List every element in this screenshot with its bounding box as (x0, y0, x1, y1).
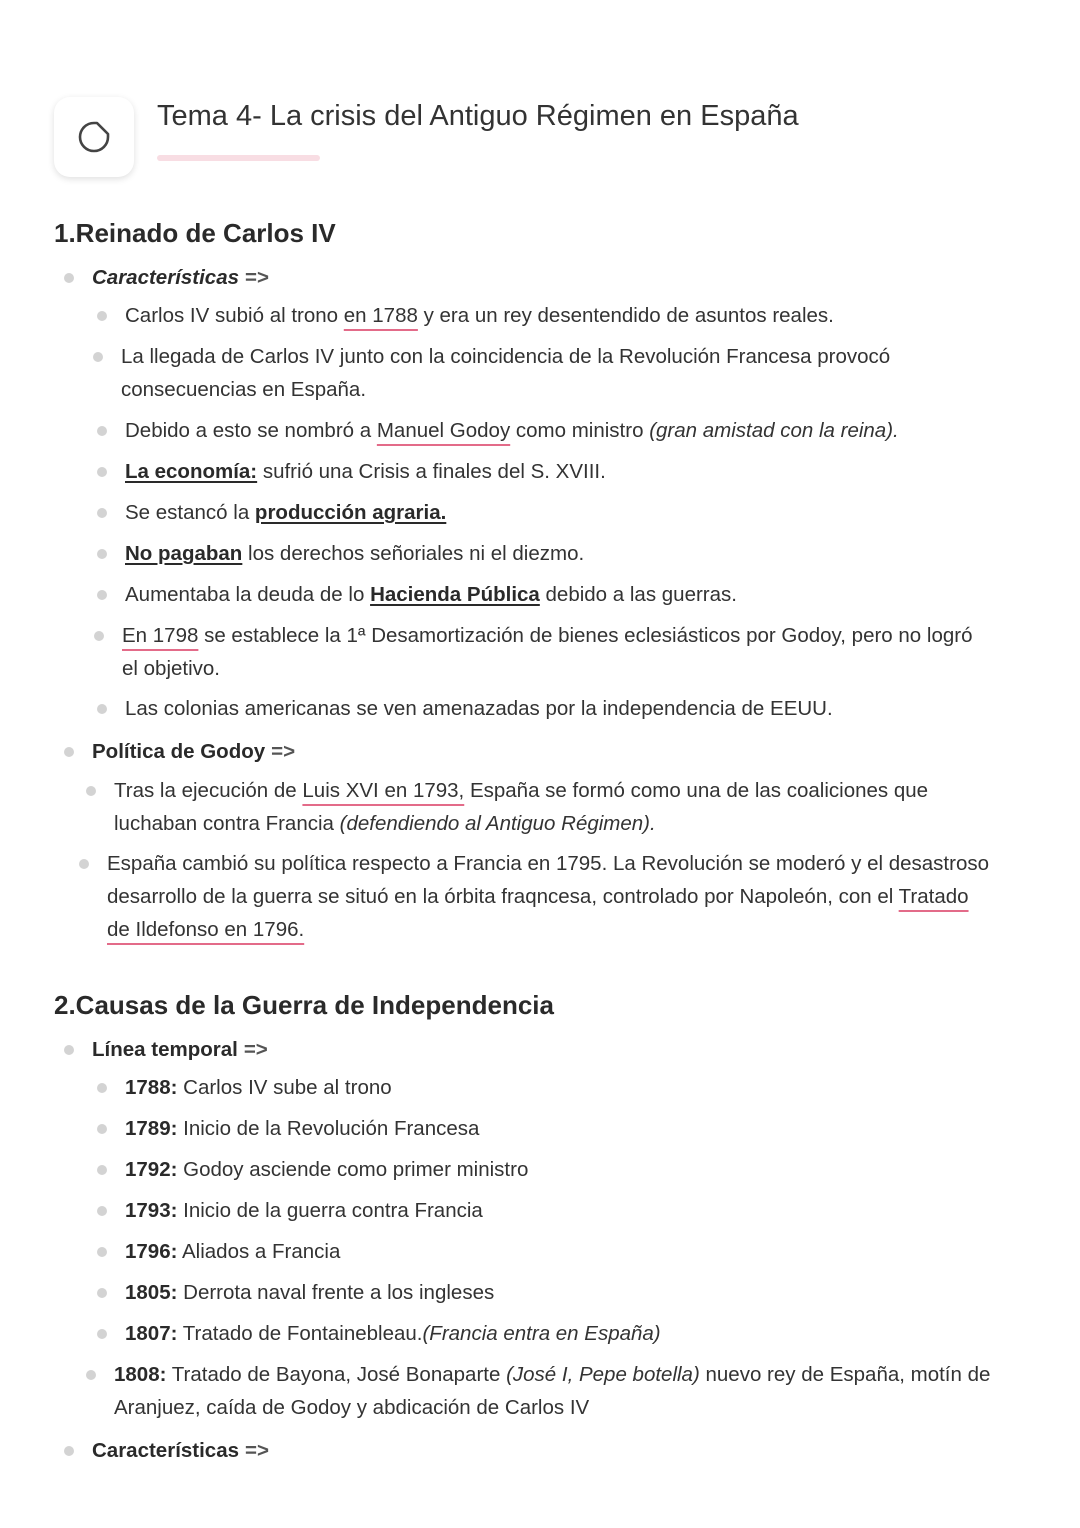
list-item: Aumentaba la deuda de lo Hacienda Pública debido a las guerras. (125, 583, 737, 606)
arrow: => (243, 1038, 268, 1061)
list-item-continuation: luchaban contra Francia (defendiendo al Antiguo Régimen). (114, 812, 656, 835)
bullet (97, 1247, 107, 1257)
list-item: No pagaban los derechos señoriales ni el diezmo. (125, 542, 585, 565)
timeline-item: 1796: Aliados a Francia (125, 1240, 341, 1263)
list-item: La llegada de Carlos IV junto con la coincidencia de la Revolución Francesa provocó (121, 345, 891, 368)
list-item: La economía: sufrió una Crisis a finales del S. XVIII. (125, 460, 606, 483)
bullet (97, 1206, 107, 1216)
list-item: Carlos IV subió al trono en 1788 y era un rey desentendido de asuntos reales. (125, 304, 834, 327)
label-politica: Política de Godoy (92, 740, 266, 763)
list-item-continuation: consecuencias en España. (121, 378, 367, 401)
list-item-caracteristicas (92, 261, 269, 294)
bullet (86, 1370, 96, 1380)
arrow: => (245, 1439, 269, 1462)
bullet (64, 1045, 74, 1055)
label-linea-temporal: Línea temporal (92, 1038, 238, 1061)
list-item-continuation: el objetivo. (122, 657, 221, 680)
timeline-item: 1789: Inicio de la Revolución Francesa (125, 1117, 480, 1140)
list-item-caracteristicas-2 (92, 1434, 269, 1467)
bullet (93, 352, 103, 362)
list-item-politica (92, 735, 295, 768)
bullet (97, 1124, 107, 1134)
label-caracteristicas: Características (92, 1439, 240, 1462)
bullet (79, 859, 89, 869)
bullet (94, 631, 104, 641)
section-heading-causas: 2.Causas de la Guerra de Independencia (54, 990, 554, 1020)
bullet (97, 311, 107, 321)
bullet (97, 704, 107, 714)
list-item: España cambió su política respecto a Francia en 1795. La Revolución se moderó y el desastroso (107, 852, 990, 875)
list-item-linea-temporal (92, 1033, 268, 1066)
bullet (64, 1446, 74, 1456)
bullet (97, 1165, 107, 1175)
timeline-item: 1808: Tratado de Bayona, José Bonaparte (José I, Pepe botella) nuevo rey de España, motín de (114, 1363, 991, 1386)
bullet (97, 549, 107, 559)
bullet (64, 273, 74, 283)
bullet (64, 747, 74, 757)
timeline-item: 1807: Tratado de Fontainebleau.(Francia entra en España) (125, 1322, 661, 1345)
label-caracteristicas: Características (92, 266, 240, 289)
list-item: En 1798 se establece la 1ª Desamortización de bienes eclesiásticos por Godoy, pero no logró (122, 624, 973, 647)
timeline-item: 1805: Derrota naval frente a los ingleses (125, 1281, 495, 1304)
bullet (97, 426, 107, 436)
list-item: Las colonias americanas se ven amenazadas por la independencia de EEUU. (125, 697, 833, 720)
title-underline (157, 155, 320, 161)
timeline-item: 1792: Godoy asciende como primer ministro (125, 1158, 529, 1181)
page-title: Tema 4- La crisis del Antiguo Régimen en España (157, 100, 799, 132)
bullet (86, 786, 96, 796)
timeline-item: 1788: Carlos IV sube al trono (125, 1076, 392, 1099)
arrow: => (245, 266, 269, 289)
page-icon[interactable] (54, 97, 134, 177)
list-item-continuation: desarrollo de la guerra se situó en la órbita fraqncesa, controlado por Napoleón, con el Tratado (107, 885, 969, 908)
bullet (97, 590, 107, 600)
arrow: => (271, 740, 296, 763)
bullet (97, 1083, 107, 1093)
list-item: Tras la ejecución de Luis XVI en 1793, España se formó como una de las coaliciones que (114, 779, 929, 802)
list-item-continuation: de Ildefonso en 1796. (107, 918, 305, 941)
list-item: Se estancó la producción agraria. (125, 501, 447, 524)
bullet (97, 508, 107, 518)
timeline-item: 1793: Inicio de la guerra contra Francia (125, 1199, 483, 1222)
bullet (97, 1329, 107, 1339)
note-page-icon (77, 120, 111, 154)
list-item: Debido a esto se nombró a Manuel Godoy como ministro (gran amistad con la reina). (125, 419, 899, 442)
timeline-item-continuation: Aranjuez, caída de Godoy y abdicación de Carlos IV (114, 1396, 590, 1419)
section-heading-reinado: 1.Reinado de Carlos IV (54, 218, 336, 248)
bullet (97, 467, 107, 477)
bullet (97, 1288, 107, 1298)
